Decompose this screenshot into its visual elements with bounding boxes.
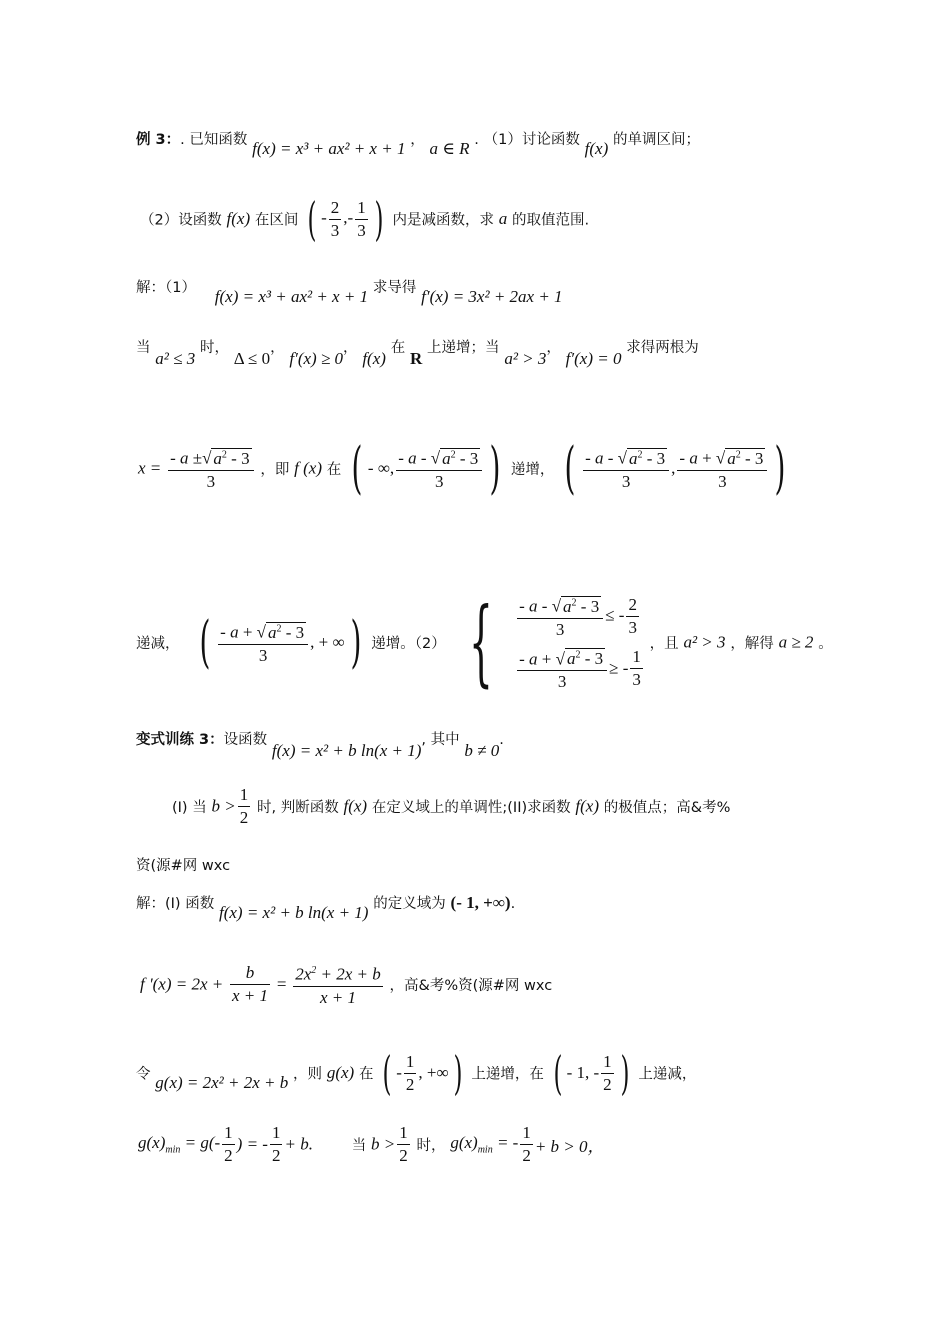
solution-line-1 <box>136 276 563 306</box>
end-mark: 。 <box>818 636 833 653</box>
part2-mid: 在区间 <box>254 212 299 229</box>
part1-fx: f(x) <box>584 139 609 158</box>
condition-a2-gt-3: a² > 3 <box>504 349 547 368</box>
solution-fprime: f′(x) = 3x² + 2ax + 1 <box>421 287 563 306</box>
ji-text: ，即 <box>260 462 290 478</box>
zai-text: 在 <box>390 340 406 356</box>
then-text: ，则 <box>293 1066 323 1083</box>
a2-gt-3: a² > 3 <box>683 632 726 652</box>
solution2-function: f(x) = x² + b ln(x + 1) <box>218 903 369 922</box>
variant-label: 变式训练 3： <box>136 732 224 748</box>
solution-line-3: x = $\frac{- a \pm√ a^2 - 3}{3}$ ，即 f (x) 在 ( - ∞, $\frac{- a - √ a^2 - 3}{3}$ ) 递增， ( $\frac{- a - √ a^2 - 3}{3}$ , $\frac{- a + √ a^2 - 3}{3}$ ) <box>138 436 786 501</box>
down-text: 上递减， <box>638 1066 697 1083</box>
zai-text-3: 在 <box>358 1066 374 1083</box>
variant-line-2: (I) 当 b > $\frac{1}{2}$ 时, 判断函数 f(x) 在定义域上的单调性;(II)求函数 f(x) 的极值点；高&考% <box>172 785 731 827</box>
variant-text: 设函数 <box>223 732 268 748</box>
q1-tail: 在定义域上的单调性;(II)求函数 <box>371 800 571 816</box>
part2-a: a <box>498 209 508 228</box>
example-intro: . 已知函数 <box>180 132 248 148</box>
fraction-two-thirds: $\frac{2}{3}$ <box>330 197 340 240</box>
zai-text-2: 在 <box>326 462 342 478</box>
solution-line-4: 递减， ( $\frac{- a + √ a^2 - 3}{3}$ , + ∞) 递增。（2） { $\frac{- a - √ a^2 - 3}{3}$ ≤ - $\frac{2}{3}$ $\frac{- a + √ a^2 - 3}{3}$ ≥ - $\frac{1}{3}$ ，且 a² > 3 ，解得 a ≥ 2 。 <box>136 587 833 697</box>
solution2-line-3: 令 g(x) = 2x² + 2x + b ，则 g(x) 在 ( - $\frac{1}{2}$ , +∞) 上递增，在 ( - 1, - $\frac{1}{2}$ ) 上递减， <box>136 1046 697 1100</box>
inequality-system: { $\frac{- a - √ a^2 - 3}{3}$ ≤ - $\frac{2}{3}$ $\frac{- a + √ a^2 - 3}{3}$ ≥ - $\frac{1}{3}$ <box>468 587 641 697</box>
function-definition: f(x) = x³ + ax² + x + 1 <box>252 139 406 158</box>
solution2-label: 解：(I) 函数 <box>136 896 215 912</box>
fraction-one-third: $\frac{1}{3}$ <box>357 197 366 240</box>
condition-a2-le-3: a² ≤ 3 <box>155 349 196 368</box>
variant-source <box>136 854 230 875</box>
and-text: ，且 <box>649 636 679 653</box>
part2-end: 的取值范围. <box>512 212 590 229</box>
derive-text: 求导得 <box>372 280 417 296</box>
q2-fx: f(x) <box>575 796 600 816</box>
domain-text: 的定义域为 <box>373 896 446 912</box>
part1-text: （1）讨论函数 <box>483 132 580 148</box>
example-line-1: 例 3：. 已知函数 f(x) = x³ + ax² + x + 1 ， a ∈ R . （1）讨论函数 f(x) 的单调区间； <box>136 132 701 158</box>
fprime-ge-zero: f′(x) ≥ 0 <box>289 349 344 368</box>
real-set: R <box>409 349 423 368</box>
fprime-eq-zero: f′(x) = 0 <box>565 349 622 368</box>
example-label: 例 3： <box>136 132 181 148</box>
example-line-2: （2）设函数 f(x) 在区间 ( - $\frac{2}{3}$ ,- $\frac{1}{3}$ ) 内是减函数，求 a 的取值范围. <box>140 192 590 246</box>
shi-text: 时， <box>200 340 229 356</box>
interval-right-start: $\frac{- a + √ a^2 - 3}{3}$ <box>218 618 308 667</box>
shi-text-2: 时， <box>416 1138 446 1154</box>
watermark-text: ，高&考%资(源#网 wxc <box>389 977 553 994</box>
final-result: a ≥ 2 <box>778 632 814 652</box>
source-text: 资(源#网 wxc <box>136 858 231 874</box>
solution2-line-4: $g(x)_{min} = g(-$ $\frac{1}{2}$ ) = - $\frac{1}{2}$ + b. 当 b > $\frac{1}{2}$ 时， $g(x)_{min}$ = - $\frac{1}{2}$ + b > 0， <box>138 1123 605 1165</box>
part2-text: （2）设函数 <box>140 212 222 229</box>
solution2-line-2: f '(x) = 2x + $\frac{b}{x + 1}$ = $\frac{2x^2 + 2x + b}{x + 1}$ ，高&考%资(源#网 wxc <box>140 960 552 1009</box>
let-text: 令 <box>136 1066 151 1083</box>
interval-left-end: $\frac{- a - √ a^2 - 3}{3}$ <box>396 444 482 493</box>
solution-label: 解：（1） <box>136 280 196 296</box>
variant-line-1: 变式训练 3：设函数 f(x) = x² + b ln(x + 1), 其中 b ≠ 0. <box>136 732 504 760</box>
g-definition: g(x) = 2x² + 2x + b <box>155 1073 289 1092</box>
q1-pre: (I) 当 <box>172 800 207 816</box>
solution2-line-1: 解：(I) 函数 f(x) = x² + b ln(x + 1) 的定义域为 (- 1, +∞). <box>136 893 516 922</box>
fx-symbol: f(x) <box>362 349 386 368</box>
interval-mid-left: $\frac{- a - √ a^2 - 3}{3}$ <box>583 444 669 493</box>
part2-tail: 内是减函数，求 <box>392 212 494 229</box>
delta-condition: Δ ≤ 0 <box>233 349 271 368</box>
part1-tail: 的单调区间； <box>613 132 701 148</box>
variant-where: , 其中 <box>421 732 460 748</box>
fprime-lhs: f '(x) = 2x + <box>140 974 224 994</box>
up-text: 上递增，在 <box>471 1066 544 1083</box>
q2-tail: 的极值点；高&考% <box>603 800 731 816</box>
solution-f: f(x) = x³ + ax² + x + 1 <box>214 287 369 306</box>
q1-mid: 时, 判断函数 <box>257 800 339 816</box>
increasing-part2-text: 递增。（2） <box>371 636 446 653</box>
variant-condition: b ≠ 0 <box>464 741 500 760</box>
root-formula: $\frac{- a \pm√ a^2 - 3}{3}$ <box>168 444 254 493</box>
gx-symbol: g(x) <box>326 1063 355 1082</box>
fprime-combined: $\frac{2x^2 + 2x + b}{x + 1}$ <box>293 960 383 1009</box>
variant-function: f(x) = x² + b ln(x + 1) <box>271 741 422 760</box>
roots-text: 求得两根为 <box>626 340 699 356</box>
solution-line-2: 当 a² ≤ 3 时， Δ ≤ 0， f′(x) ≥ 0， f(x) 在 R 上递增；当 a² > 3， f′(x) = 0 求得两根为 <box>136 340 699 368</box>
domain-interval: (- 1, +∞) <box>450 893 511 912</box>
part2-fx: f(x) <box>226 209 251 228</box>
interval-mid-right: $\frac{- a + √ a^2 - 3}{3}$ <box>677 444 767 493</box>
parameter-domain: a ∈ R <box>429 139 470 158</box>
solve-text: ，解得 <box>730 636 774 653</box>
increasing-text: 递增， <box>510 462 555 478</box>
when-text-2: 当 <box>351 1138 367 1154</box>
when-text: 当 <box>136 340 151 356</box>
q1-fx: f(x) <box>343 796 368 816</box>
up-when-text: 上递增；当 <box>427 340 500 356</box>
decreasing-text: 递减， <box>136 636 180 653</box>
